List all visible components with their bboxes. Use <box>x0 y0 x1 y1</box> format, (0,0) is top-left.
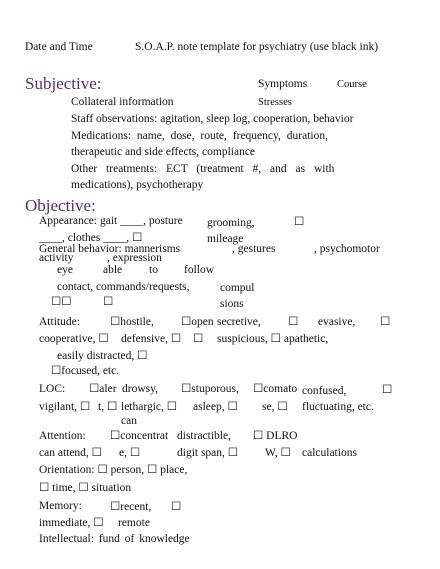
checkbox-icon[interactable]: ☐ <box>103 296 114 308</box>
intellectual-line: Intellectual: fund of knowledge <box>39 533 190 545</box>
concentrate-option-suffix[interactable]: e, ☐ <box>119 447 141 459</box>
checkbox-icon[interactable]: ☐ <box>171 501 182 513</box>
checkbox-icon[interactable]: ☐ <box>294 216 305 228</box>
fluctuating-option: fluctuating, etc. <box>302 401 374 413</box>
digit-span-option[interactable]: digit span, ☐ <box>177 447 239 459</box>
checkbox-icon[interactable]: ☐ <box>288 316 299 328</box>
checkbox-icon[interactable]: ☐ <box>193 333 204 345</box>
objective-heading: Objective: <box>25 196 96 215</box>
to-label: to <box>149 264 158 276</box>
orientation-line[interactable]: Orientation: ☐ person, ☐ place, <box>39 464 188 476</box>
subjective-heading: Subjective: <box>25 74 102 93</box>
clothes-line: ____, clothes ____, ☐ <box>39 232 143 244</box>
staff-observations-line: Staff observations: agitation, sleep log, cooperation, behavior <box>71 113 354 125</box>
concentrate-option[interactable]: ☐concentrat <box>110 430 169 442</box>
checkbox-icon[interactable]: ☐ <box>382 384 393 396</box>
general-behavior-line: General behavior: mannerisms <box>39 243 181 255</box>
open-option[interactable]: ☐open <box>181 316 214 328</box>
checkbox-icon[interactable]: ☐☐ <box>51 296 72 308</box>
attention-label: Attention: <box>39 430 86 442</box>
cooperative-option[interactable]: cooperative, ☐ <box>39 333 109 345</box>
eye-label: eye <box>57 264 73 276</box>
hostile-option[interactable]: ☐hostile, <box>110 316 154 328</box>
attitude-label: Attitude: <box>39 316 80 328</box>
easily-distracted-option[interactable]: easily distracted, ☐ <box>57 350 148 362</box>
immediate-option[interactable]: immediate, ☐ <box>39 517 104 529</box>
asleep-option[interactable]: asleep, ☐ <box>193 401 238 413</box>
suspicious-apathetic-option[interactable]: suspicious, ☐ apathetic, <box>217 333 329 345</box>
dlrow-option-suffix[interactable]: W, ☐ <box>265 447 291 459</box>
memory-label: Memory: <box>39 500 82 512</box>
remote-option: remote <box>118 517 150 529</box>
can-attend-option[interactable]: can attend, ☐ <box>39 447 102 459</box>
psychomotor-label: , psychomotor <box>314 243 380 255</box>
appearance-line: Appearance: gait ____, posture <box>39 215 183 227</box>
alert-option-suffix[interactable]: t, ☐ <box>98 401 118 413</box>
course-label: Course <box>337 79 367 90</box>
collateral-info-line: Collateral information <box>71 96 174 108</box>
mileage-label: mileage <box>207 233 244 245</box>
document-title: S.O.A.P. note template for psychiatry (use black ink) <box>135 41 379 53</box>
activity-label: activity <box>39 252 74 264</box>
dlro-option[interactable]: ☐ DLRO <box>253 430 298 442</box>
drowsy-option: drowsy, <box>122 383 158 395</box>
stuporous-option[interactable]: ☐stuporous, <box>181 383 239 395</box>
follow-label: follow <box>184 264 215 276</box>
lethargic-option[interactable]: lethargic, ☐ <box>121 401 178 413</box>
compul-label: compul <box>220 282 255 294</box>
sions-label: sions <box>220 298 244 310</box>
calculations-option: calculations <box>302 447 357 459</box>
gestures-label: , gestures <box>232 243 276 255</box>
able-label: able <box>103 264 123 276</box>
evasive-option: evasive, <box>318 316 356 328</box>
other-treatments-line: Other treatments: ECT (treatment #, and as with <box>71 163 335 175</box>
focused-option[interactable]: ☐focused, etc. <box>51 365 120 377</box>
grooming-label: grooming, <box>207 217 255 229</box>
comatose-option-suffix[interactable]: se, ☐ <box>262 401 288 413</box>
defensive-option[interactable]: defensive, ☐ <box>121 333 182 345</box>
expression-label: , expression <box>107 252 162 264</box>
checkbox-icon[interactable]: ☐ <box>380 316 391 328</box>
contact-line: contact, commands/requests, <box>57 281 190 293</box>
medications-line: Medications: name, dose, route, frequency, duration, <box>71 130 328 142</box>
comatose-option[interactable]: ☐comato <box>253 383 298 395</box>
date-time-label: Date and Time <box>25 41 93 53</box>
distractible-option: distractible, <box>177 430 231 442</box>
recent-option[interactable]: ☐recent, <box>110 501 152 513</box>
loc-label: LOC: <box>39 383 66 395</box>
secretive-option: secretive, <box>217 316 261 328</box>
other-treatments-line-2: medications), psychotherapy <box>71 179 204 191</box>
alert-option[interactable]: ☐aler <box>89 383 117 395</box>
orientation-line-2[interactable]: ☐ time, ☐ situation <box>39 482 132 494</box>
confused-option: confused, <box>302 385 347 397</box>
stresses-label: Stresses <box>258 97 292 108</box>
symptoms-label: Symptoms <box>258 78 308 90</box>
can-label: can <box>121 415 137 427</box>
medications-line-2: therapeutic and side effects, compliance <box>71 146 256 158</box>
vigilant-option[interactable]: vigilant, ☐ <box>39 401 91 413</box>
